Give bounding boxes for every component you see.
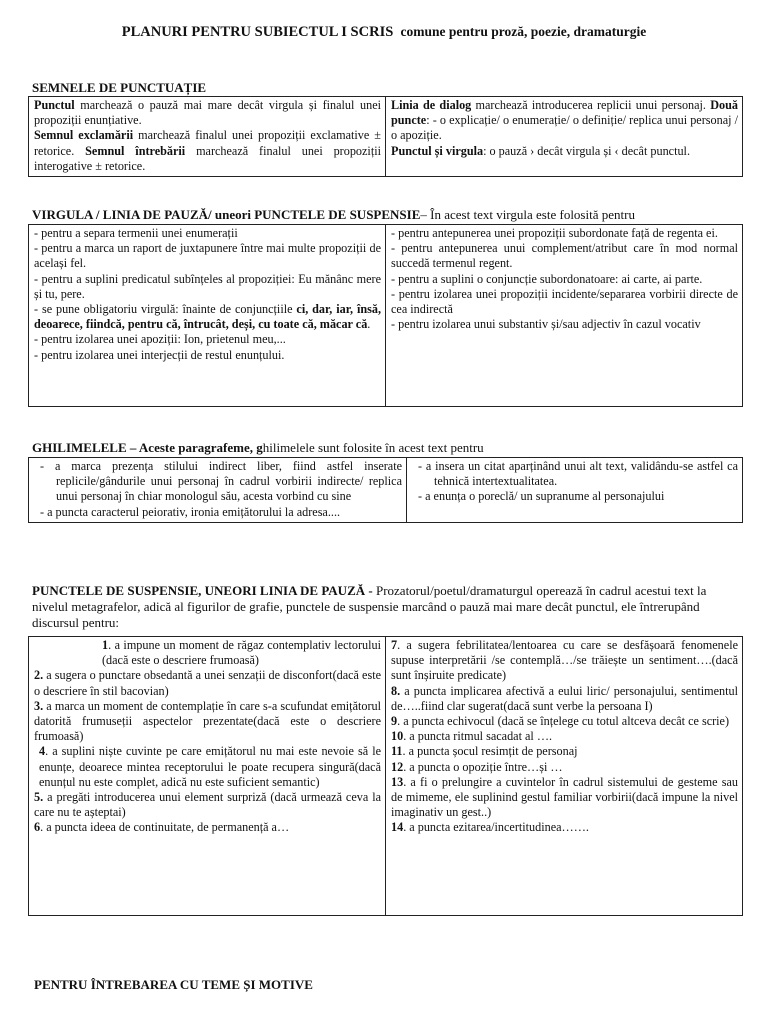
list-item: - a marca prezența stilului indirect liber, fiind astfel inserate replicile/gândurile unui personaj în cadrul vorbirii indirecte/ replica unui personaj în chiar monologul său, acesta vorbind cu sine <box>40 459 402 504</box>
list-item: - a enunța o poreclă/ un supranume al personajului <box>418 489 665 504</box>
list-item: - pentru antepunerea unei propoziții subordonate față de regenta ei. <box>391 226 718 240</box>
list-item: - pentru izolarea unei apoziții: Ion, prietenul meu,... <box>34 332 286 347</box>
title-sub: comune pentru proză, poezie, dramaturgie <box>400 24 647 39</box>
quotes-left-cell <box>29 458 407 523</box>
list-item: - a insera un citat aparținând unui alt text, validându-se astfel ca tehnică intertextualitatea. <box>418 459 738 489</box>
list-item: - pentru a separa termenii unei enumerații <box>34 226 238 240</box>
punctuation-right-cell: Linia de dialog marchează introducerea replicii unui personaj. Două puncte: - o explicație/ o enumerație/ o definiție/ replica unui personaj / o apoziție. Punctul și virgula: o pauză › decât virgula și ‹ decât punctul. <box>386 97 743 177</box>
list-item: 1. a impune un moment de răgaz contemplativ lectorului (dacă este o descriere frumoasă) <box>102 638 381 668</box>
comma-table <box>28 224 743 407</box>
list-item: 6. a puncta ideea de continuitate, de permanență a… <box>34 820 290 835</box>
list-item: 12. a puncta o opoziție între…și … <box>391 759 563 774</box>
list-item: - a puncta caracterul peiorativ, ironia emițătorului la adresa.... <box>40 504 341 519</box>
list-item: 14. a puncta ezitarea/incertitudinea……. <box>391 820 589 835</box>
section-heading-quotes: GHILIMELELE – Aceste paragrafeme, ghilimelele sunt folosite în acest text pentru <box>32 440 484 455</box>
list-item: 2. a sugera o punctare obsedantă a unei senzații de disconfort(dacă este o descriere în stil bacovian) <box>34 668 381 698</box>
list-item: 4. a suplini niște cuvinte pe care emițătorul nu mai este nevoie să le enunțe, deoarece mintea receptorului le poate recupera singură(dacă enunțul nu este complet, adică nu este suficient semantic) <box>39 744 381 789</box>
list-item: 10. a puncta ritmul sacadat al …. <box>391 729 553 744</box>
ellipsis-table <box>28 636 743 916</box>
list-item: - pentru antepunerea unui complement/atribut care în mod normal succedă termenul regent. <box>391 241 738 271</box>
list-item: - se pune obligatoriu virgulă: înainte de conjuncțiile ci, dar, iar, însă, deoarece, fiindcă, pentru că, întrucât, deși, cu toate că, măcar că. <box>34 302 381 332</box>
list-item: 9. a puncta echivocul (dacă se înțelege cu totul altceva decât ce scrie) <box>391 714 730 729</box>
list-item: 3. a marca un moment de contemplație în care s-a scufundat emițătorul datorită frumuseții aspectelor prezentate(dacă este o descriere frumoasă) <box>34 698 381 744</box>
section-heading-comma: VIRGULA / LINIA DE PAUZĂ/ uneori PUNCTELE DE SUSPENSIE– În acest text virgula este folosită pentru <box>32 207 635 222</box>
list-item: 11. a puncta șocul resimțit de personaj <box>391 744 578 759</box>
footer-heading: PENTRU ÎNTREBAREA CU TEME ȘI MOTIVE <box>34 977 313 992</box>
ellipsis-right-cell <box>386 637 743 916</box>
page-title <box>0 24 768 41</box>
list-item: - pentru a marca un raport de juxtapunere între mai multe propoziții de același fel. <box>34 241 381 271</box>
ellipsis-left-cell <box>29 637 386 916</box>
list-item: - pentru izolarea unui substantiv și/sau adjectiv în cazul vocativ <box>391 317 701 332</box>
list-item: - pentru izolarea unei propoziții incidente/separarea vorbirii directe de cea indirectă <box>391 286 738 317</box>
list-item: 7. a sugera febrilitatea/lentoarea cu care se desfășoară fenomenele supuse interpretării /se contemplă…/se trăiește un sentiment….(dacă sunt înșiruite predicate) <box>391 638 738 683</box>
quotes-right-cell <box>407 458 743 523</box>
list-item: - pentru izolarea unei interjecții de restul enunțului. <box>34 347 285 362</box>
section-heading-punctuation: SEMNELE DE PUNCTUAȚIE <box>32 80 207 95</box>
section-heading-ellipsis: PUNCTELE DE SUSPENSIE, UNEORI LINIA DE PAUZĂ - Prozatorul/poetul/dramaturgul operează în cadrul acestui text la nivelul metagrafelor, adică al figurilor de grafie, punctele de suspensie marcând o pauză mai mare decât punctul, ele întrerupând discursul pentru: <box>32 583 707 630</box>
list-item: 8. a puncta implicarea afectivă a eului liric/ personajului, sentimentul de…..fiind clar sugerat(dacă sunt verbe la persoana I) <box>391 683 738 713</box>
comma-right-cell <box>386 225 743 407</box>
punctuation-table <box>28 96 743 177</box>
quotes-table <box>28 457 743 523</box>
list-item: 5. a pregăti introducerea unui element surpriză (dacă urmează ceva la care nu te așteptai) <box>34 790 381 820</box>
title-main: PLANURI PENTRU SUBIECTUL I SCRIS <box>121 24 394 40</box>
list-item: - pentru a suplini predicatul subînțeles al propoziției: Eu mănânc mere și tu, pere. <box>34 271 381 301</box>
list-item: - pentru a suplini o conjuncție subordonatoare: ai carte, ai parte. <box>391 271 703 286</box>
list-item: 13. a fi o prelungire a cuvintelor în cadrul sistemului de gesteme sau de mimeme, ele suplinind gestul familiar vorbirii(dacă impune la nivel imaginativ un gest..) <box>391 774 738 820</box>
punctuation-left-cell: Punctul marchează o pauză mai mare decât virgula și finalul unei propoziții enunțiative. Semnul exclamării marchează finalul unei propoziții exclamative ± retorice. Semnul întrebării marchează finalul unei propoziții interogative ± retorice. <box>29 97 386 177</box>
comma-left-cell <box>29 225 386 407</box>
